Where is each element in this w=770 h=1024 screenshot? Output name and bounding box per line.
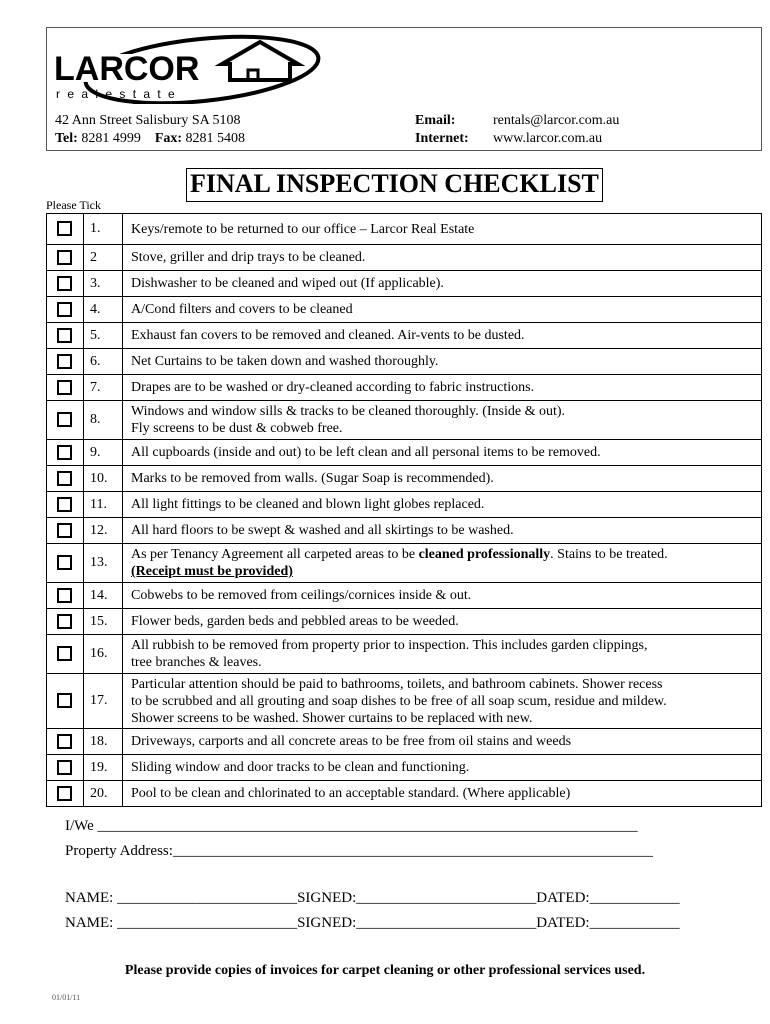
item-text <box>127 544 761 582</box>
address: 42 Ann Street Salisbury SA 5108 <box>55 113 241 128</box>
item-number: 1. <box>83 214 123 244</box>
item-text-line: All rubbish to be removed from property prior to inspection. This includes garden clippings, <box>131 638 648 653</box>
tick-checkbox[interactable] <box>57 786 72 801</box>
item-text-line: All hard floors to be swept & washed and all skirtings to be washed. <box>131 523 514 538</box>
item-text-line: Flower beds, garden beds and pebbled areas to be weeded. <box>131 614 459 629</box>
item-number: 8. <box>83 401 123 439</box>
item-number: 12. <box>83 518 123 543</box>
checklist-row <box>47 401 761 440</box>
logo-sub: r e a l e s t a t e <box>56 87 177 101</box>
item-text-line: tree branches & leaves. <box>131 655 262 670</box>
tick-checkbox[interactable] <box>57 380 72 395</box>
tick-checkbox[interactable] <box>57 646 72 661</box>
item-number: 11. <box>83 492 123 517</box>
item-text-line: to be scrubbed and all grouting and soap dishes to be free of all soap scum, residue and mildew. <box>131 693 667 709</box>
item-text <box>127 440 761 465</box>
item-text-line: Fly screens to be dust & cobweb free. <box>131 421 343 436</box>
item-text <box>127 781 761 806</box>
item-text <box>127 375 761 400</box>
item-text <box>127 214 761 244</box>
version-code: 01/01/11 <box>52 993 81 1002</box>
item-text <box>127 323 761 348</box>
tick-checkbox[interactable] <box>57 497 72 512</box>
item-text <box>127 583 761 608</box>
item-text-line: Marks to be removed from walls. (Sugar Soap is recommended). <box>131 471 494 486</box>
item-text <box>127 401 761 439</box>
item-number: 9. <box>83 440 123 465</box>
tick-checkbox[interactable] <box>57 523 72 538</box>
checklist-row <box>47 583 761 609</box>
item-number: 7. <box>83 375 123 400</box>
tick-checkbox[interactable] <box>57 412 72 427</box>
item-text <box>127 466 761 491</box>
tick-checkbox[interactable] <box>57 445 72 460</box>
item-text-line: Keys/remote to be returned to our office – Larcor Real Estate <box>131 221 475 237</box>
tick-checkbox[interactable] <box>57 588 72 603</box>
property-address-line[interactable]: Property Address:________________________________________________________________ <box>65 843 653 859</box>
item-number: 2 <box>83 245 123 270</box>
item-text <box>127 492 761 517</box>
item-number: 5. <box>83 323 123 348</box>
tick-checkbox[interactable] <box>57 302 72 317</box>
item-text-line: Drapes are to be washed or dry-cleaned according to fabric instructions. <box>131 380 535 395</box>
item-number: 14. <box>83 583 123 608</box>
tick-checkbox[interactable] <box>57 760 72 775</box>
item-text <box>127 729 761 754</box>
tel-label: Tel: <box>55 131 78 146</box>
item-text <box>127 349 761 374</box>
checklist-row <box>47 375 761 401</box>
item-text-line: Pool to be clean and chlorinated to an acceptable standard. (Where applicable) <box>131 786 571 801</box>
iwe-line[interactable]: I/We ________________________________________________________________________ <box>65 818 638 834</box>
fax-label: Fax: <box>154 131 183 146</box>
tick-checkbox[interactable] <box>57 221 72 236</box>
item-text-line: Exhaust fan covers to be removed and cleaned. Air-vents to be dusted. <box>131 328 525 343</box>
item-number: 15. <box>83 609 123 634</box>
receipt-note: (Receipt must be provided) <box>131 564 293 579</box>
larcor-logo <box>52 34 332 104</box>
tick-checkbox[interactable] <box>57 734 72 749</box>
item-text <box>127 245 761 270</box>
internet-label: Internet: <box>415 131 469 146</box>
tick-checkbox[interactable] <box>57 328 72 343</box>
item-text <box>127 674 761 728</box>
item-text-line: A/Cond filters and covers to be cleaned <box>131 302 353 317</box>
tel-fax <box>55 130 245 148</box>
item-text <box>127 518 761 543</box>
checklist-row <box>47 609 761 635</box>
item-text <box>127 609 761 634</box>
tick-checkbox[interactable] <box>57 693 72 708</box>
name-signed-dated-line-1[interactable]: NAME: ________________________SIGNED:________________________DATED:____________ <box>65 890 680 906</box>
tick-checkbox[interactable] <box>57 471 72 486</box>
item-text-line: Shower screens to be washed. Shower curtains to be replaced with new. <box>131 710 533 726</box>
checklist-row <box>47 214 761 245</box>
item-number: 18. <box>83 729 123 754</box>
item-text <box>127 755 761 780</box>
tick-checkbox[interactable] <box>57 276 72 291</box>
tick-checkbox[interactable] <box>57 354 72 369</box>
item-number: 6. <box>83 349 123 374</box>
email-value: rentals@larcor.com.au <box>493 113 620 128</box>
checklist-row <box>47 245 761 271</box>
item-number: 17. <box>83 674 123 728</box>
item-text-line: Particular attention should be paid to bathrooms, toilets, and bathroom cabinets. Shower recess <box>131 676 663 692</box>
please-tick-label: Please Tick <box>46 198 102 212</box>
item-text-line: All light fittings to be cleaned and blown light globes replaced. <box>131 497 485 512</box>
checklist-row <box>47 492 761 518</box>
item-text-line: Dishwasher to be cleaned and wiped out (If applicable). <box>131 276 444 291</box>
item-text-line: All cupboards (inside and out) to be left clean and all personal items to be removed. <box>131 445 601 460</box>
email-label: Email: <box>415 113 456 128</box>
emphasis-text: cleaned professionally <box>418 547 551 562</box>
item-text-line: Net Curtains to be taken down and washed thoroughly. <box>131 354 439 369</box>
item-text <box>127 297 761 322</box>
name-signed-dated-line-2[interactable]: NAME: ________________________SIGNED:________________________DATED:____________ <box>65 915 680 931</box>
item-text-line: Cobwebs to be removed from ceilings/cornices inside & out. <box>131 588 472 603</box>
checklist-row <box>47 518 761 544</box>
bottom-note: Please provide copies of invoices for carpet cleaning or other professional services used. <box>124 963 646 978</box>
item-number: 20. <box>83 781 123 806</box>
checklist-row <box>47 271 761 297</box>
page-title: FINAL INSPECTION CHECKLIST <box>186 168 603 202</box>
item-number: 16. <box>83 635 123 673</box>
item-number: 3. <box>83 271 123 296</box>
checklist-row <box>47 674 761 729</box>
item-text <box>127 635 761 673</box>
item-text-line: Sliding window and door tracks to be clean and functioning. <box>131 760 470 775</box>
item-number: 4. <box>83 297 123 322</box>
item-text <box>127 271 761 296</box>
checklist-row <box>47 781 761 806</box>
item-text-line: Driveways, carports and all concrete areas to be free from oil stains and weeds <box>131 734 572 749</box>
checklist-row <box>47 349 761 375</box>
logo-text: LARCOR <box>54 50 200 88</box>
item-text-line: Stove, griller and drip trays to be cleaned. <box>131 250 366 265</box>
checklist-row <box>47 755 761 781</box>
item-number: 10. <box>83 466 123 491</box>
tick-checkbox[interactable] <box>57 614 72 629</box>
checklist-row <box>47 729 761 755</box>
item-number: 13. <box>83 544 123 582</box>
item-number: 19. <box>83 755 123 780</box>
checklist-row <box>47 466 761 492</box>
tel-value: 8281 4999 <box>81 131 141 146</box>
checklist-row <box>47 323 761 349</box>
checklist-table <box>46 213 762 807</box>
tick-checkbox[interactable] <box>57 555 72 570</box>
checklist-row <box>47 297 761 323</box>
checklist-row <box>47 544 761 583</box>
tick-checkbox[interactable] <box>57 250 72 265</box>
checklist-row <box>47 635 761 674</box>
checklist-row <box>47 440 761 466</box>
item-text-line: Windows and window sills & tracks to be cleaned thoroughly. (Inside & out). <box>131 404 566 419</box>
item-text-line: As per Tenancy Agreement all carpeted areas to be cleaned professionally. Stains to be treated. <box>131 547 668 562</box>
fax-value: 8281 5408 <box>185 131 246 146</box>
internet-value: www.larcor.com.au <box>493 131 603 146</box>
